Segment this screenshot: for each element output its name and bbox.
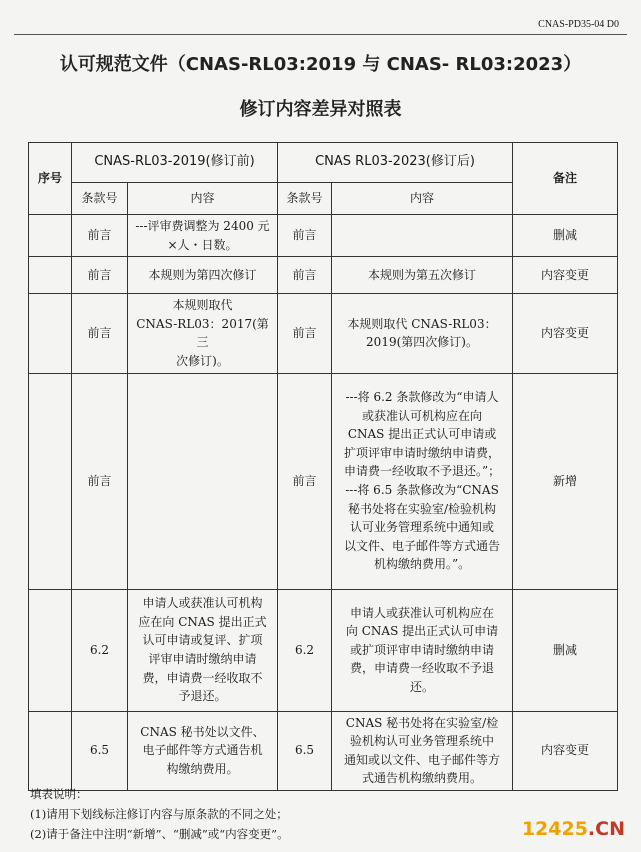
table-row: [29, 373, 618, 589]
remark-cell: 内容变更: [513, 257, 618, 294]
header-old-version: CNAS-RL03-2019(修订前): [72, 143, 278, 183]
remark-cell: 内容变更: [513, 711, 618, 790]
content-line: 申请人或获准认可机构应在: [350, 605, 495, 620]
content-line: 或扩项评审申请时缴纳申请: [350, 642, 495, 657]
old-content-cell: [128, 215, 278, 257]
content-line: 机构缴纳费用。”。: [373, 557, 471, 572]
content-line: 秘书处将在实验室/检验机构: [347, 501, 497, 516]
content-line: 式通告机构缴纳费用。: [362, 771, 483, 786]
content-line: 本规则取代 CNAS-RL03：: [347, 316, 497, 331]
content-line: 次修订)。: [176, 353, 229, 368]
content-line: ×人・日数。: [167, 237, 238, 252]
doc-code: CNAS-PD35-04 D0: [538, 19, 619, 30]
site-watermark: [522, 818, 625, 840]
seq-cell: [29, 589, 72, 711]
table-row: [29, 589, 618, 711]
new-content-cell: [332, 589, 513, 711]
content-line: CNAS 提出正式认可申请或: [347, 427, 497, 442]
remark-cell: 新增: [513, 373, 618, 589]
content-line: 本规则为第五次修订: [368, 267, 477, 282]
new-content-cell: [332, 711, 513, 790]
content-line: 予退还。: [178, 689, 227, 704]
new-content-cell: [332, 294, 513, 373]
old-content-cell: [128, 711, 278, 790]
diff-table: [28, 142, 618, 791]
old-content-cell: [128, 589, 278, 711]
content-line: CNAS 秘书处将在实验室/检: [345, 715, 499, 730]
old-clause-cell: 6.2: [72, 589, 128, 711]
header-seq: 序号: [29, 143, 72, 215]
header-remark: 备注: [513, 143, 618, 215]
seq-cell: [29, 257, 72, 294]
new-content-cell: [332, 373, 513, 589]
content-line: 以文件、电子邮件等方式通告: [344, 538, 501, 553]
seq-cell: [29, 294, 72, 373]
header-rule: [14, 34, 627, 35]
note-2: (2)请于备注中注明“新增”、“删减”或“内容变更”。: [30, 827, 289, 842]
new-clause-cell: 前言: [278, 215, 332, 257]
old-content-cell: [128, 373, 278, 589]
content-line: 向 CNAS 提出正式认可申请: [345, 624, 499, 639]
watermark-dot: .: [587, 818, 596, 840]
content-line: 2019(第四次修订)。: [366, 335, 478, 350]
new-clause-cell: 6.2: [278, 589, 332, 711]
old-clause-cell: 前言: [72, 257, 128, 294]
table-row: [29, 257, 618, 294]
content-line: ---将 6.2 条款修改为“申请人: [345, 390, 499, 405]
header-new-clause: 条款号: [278, 183, 332, 215]
old-clause-cell: 前言: [72, 373, 128, 589]
seq-cell: [29, 373, 72, 589]
notes-title: 填表说明：: [30, 787, 88, 801]
content-line: 还。: [410, 679, 435, 694]
content-line: 评审申请时缴纳申请: [148, 652, 257, 667]
table-row: [29, 711, 618, 790]
watermark-suffix: CN: [595, 818, 625, 840]
watermark-number: 12425: [521, 818, 588, 840]
content-line: ---将 6.5 条款修改为“CNAS: [345, 483, 499, 498]
notes: [30, 784, 289, 844]
doc-subtitle: 修订内容差异对照表: [239, 99, 402, 120]
content-line: 或获准认可机构应在向: [362, 408, 483, 423]
old-clause-cell: 前言: [72, 215, 128, 257]
old-content-cell: [128, 257, 278, 294]
note-1: (1)请用下划线标注修订内容与原条款的不同之处；: [30, 807, 288, 822]
doc-title: 认可规范文件（CNAS-RL03:2019 与 CNAS- RL03:2023）: [59, 54, 582, 75]
content-line: CNAS 秘书处以文件、: [140, 724, 265, 739]
content-line: 本规则为第四次修订: [148, 267, 257, 282]
content-line: 通知或以文件、电子邮件等方: [344, 752, 501, 767]
remark-cell: 删减: [513, 589, 618, 711]
content-line: 认可业务管理系统中通知或: [350, 520, 495, 535]
content-line: 申请人或获准认可机构: [142, 596, 263, 611]
new-content-cell: [332, 257, 513, 294]
content-line: 应在向 CNAS 提出正式: [138, 614, 267, 629]
table-row: [29, 294, 618, 373]
new-content-cell: [332, 215, 513, 257]
content-line: 申请费一经收取不予退还。”；: [343, 464, 501, 479]
header-new-content: 内容: [332, 183, 513, 215]
content-line: 本规则取代: [172, 298, 233, 313]
header-old-content: 内容: [128, 183, 278, 215]
content-line: 费，申请费一经收取不予退: [350, 661, 495, 676]
new-clause-cell: 前言: [278, 257, 332, 294]
header-old-clause: 条款号: [72, 183, 128, 215]
remark-cell: 内容变更: [513, 294, 618, 373]
content-line: ---评审费调整为 2400 元: [135, 219, 270, 233]
new-clause-cell: 前言: [278, 294, 332, 373]
content-line: 电子邮件等方式通告机: [142, 743, 263, 758]
header-new-version: CNAS RL03-2023(修订后): [278, 143, 513, 183]
old-clause-cell: 前言: [72, 294, 128, 373]
new-clause-cell: 前言: [278, 373, 332, 589]
content-line: 扩项评审申请时缴纳申请费，: [344, 445, 501, 460]
old-content-cell: [128, 294, 278, 373]
seq-cell: [29, 215, 72, 257]
content-line: 构缴纳费用。: [166, 762, 239, 777]
content-line: CNAS-RL03：2017(第三: [136, 316, 269, 350]
table-row: [29, 215, 618, 257]
seq-cell: [29, 711, 72, 790]
content-line: 认可申请或复评、扩项: [142, 633, 263, 648]
content-line: 费，申请费一经收取不: [142, 670, 263, 685]
content-line: 验机构认可业务管理系统中: [350, 734, 495, 749]
remark-cell: 删减: [513, 215, 618, 257]
old-clause-cell: 6.5: [72, 711, 128, 790]
new-clause-cell: 6.5: [278, 711, 332, 790]
